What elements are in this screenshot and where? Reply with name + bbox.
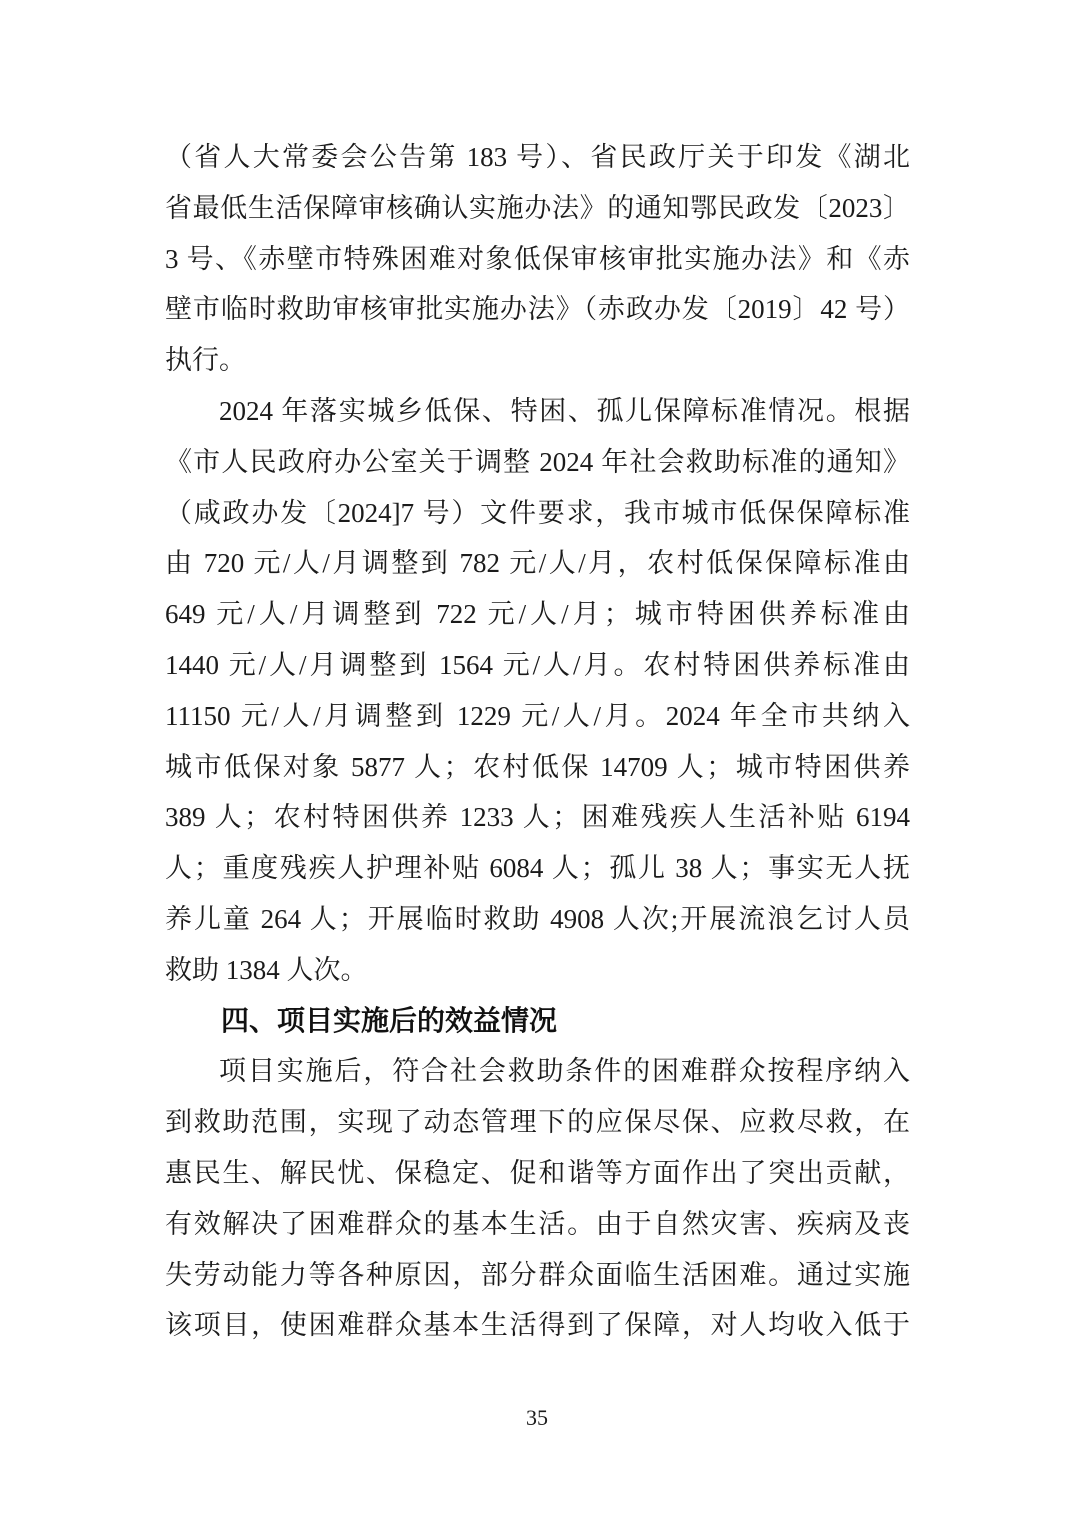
text-line: 失劳动能力等各种原因，部分群众面临生活困难。通过实施 — [165, 1259, 910, 1290]
section-heading: 四、项目实施后的效益情况 — [221, 1004, 558, 1036]
text-line: 人；重度残疾人护理补贴 6084 人；孤儿 38 人；事实无人抚 — [165, 853, 910, 884]
text-line: 3 号、《赤壁市特殊困难对象低保审核审批实施办法》和《赤 — [165, 243, 910, 274]
text-line: 649 元/人/月调整到 722 元/人/月；城市特困供养标准由 — [165, 599, 910, 630]
text-line: （咸政办发〔2024]7 号）文件要求，我市城市低保保障标准 — [165, 497, 910, 528]
text-line: 项目实施后，符合社会救助条件的困难群众按程序纳入 — [219, 1056, 910, 1087]
text-line: 由 720 元/人/月调整到 782 元/人/月，农村低保保障标准由 — [165, 548, 910, 579]
text-line: 执行。 — [165, 345, 246, 376]
page-number: 35 — [526, 1405, 548, 1430]
text-line: 壁市临时救助审核审批实施办法》（赤政办发〔2019〕42 号） — [165, 294, 910, 325]
text-line: （省人大常委会公告第 183 号）、省民政厅关于印发《湖北 — [165, 142, 910, 172]
text-line: 城市低保对象 5877 人；农村低保 14709 人；城市特困供养 — [165, 751, 910, 782]
document-body — [165, 132, 910, 1351]
paragraph — [165, 132, 910, 386]
text-line: 389 人；农村特困供养 1233 人；困难残疾人生活补贴 6194 — [165, 802, 910, 833]
text-line: 11150 元/人/月调整到 1229 元/人/月。2024 年全市共纳入 — [165, 700, 910, 731]
text-line: 惠民生、解民忧、保稳定、促和谐等方面作出了突出贡献， — [165, 1157, 910, 1188]
text-line: 1440 元/人/月调整到 1564 元/人/月。农村特困供养标准由 — [165, 649, 910, 680]
text-line: 有效解决了困难群众的基本生活。由于自然灾害、疾病及丧 — [165, 1208, 910, 1239]
text-line: 到救助范围，实现了动态管理下的应保尽保、应救尽救，在 — [165, 1107, 910, 1138]
paragraph — [165, 386, 910, 996]
text-line: 该项目，使困难群众基本生活得到了保障，对人均收入低于 — [165, 1310, 910, 1341]
paragraph — [165, 1046, 910, 1351]
text-line: 《市人民政府办公室关于调整 2024 年社会救助标准的通知》 — [165, 446, 910, 477]
text-line: 养儿童 264 人；开展临时救助 4908 人次;开展流浪乞讨人员 — [165, 903, 910, 934]
text-line: 2024 年落实城乡低保、特困、孤儿保障标准情况。根据 — [219, 395, 910, 426]
text-line: 救助 1384 人次。 — [165, 954, 368, 985]
text-line: 省最低生活保障审核确认实施办法》的通知鄂民政发〔2023〕 — [165, 192, 910, 223]
